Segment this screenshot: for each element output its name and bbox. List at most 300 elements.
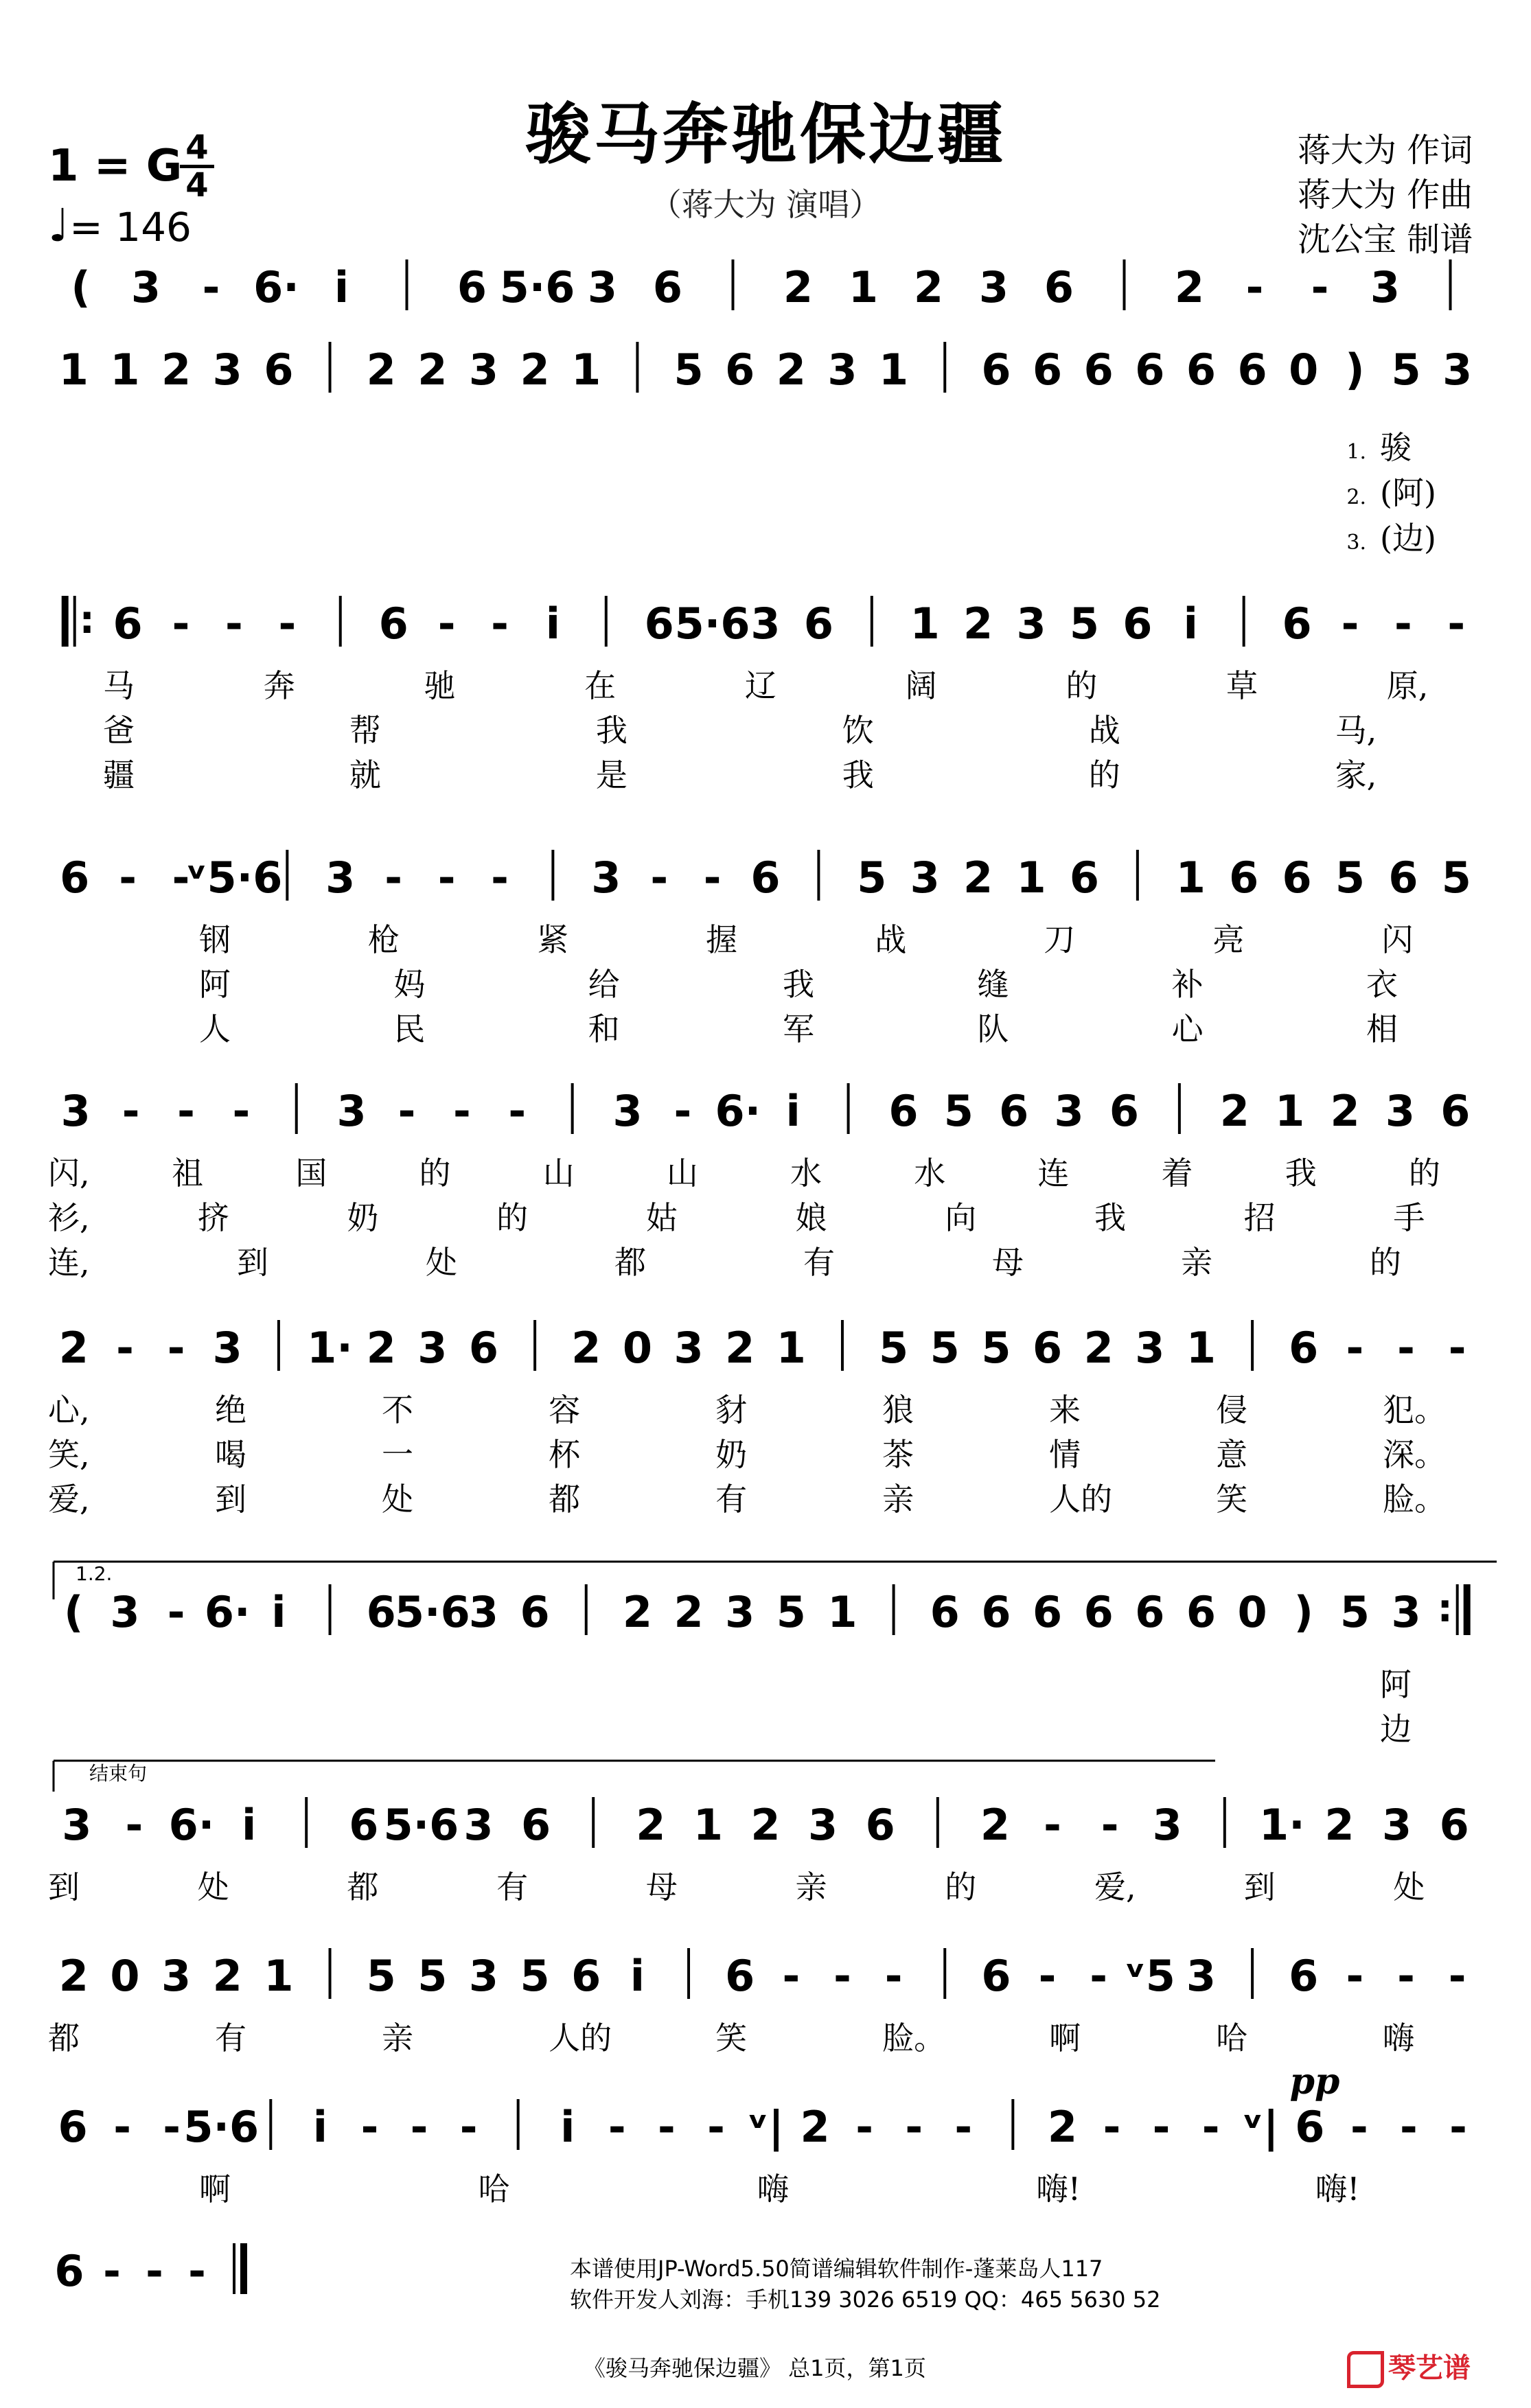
note: ᵛ5 [1124,1951,1175,2001]
note: 6 [58,2102,88,2152]
note: 0 [622,1323,652,1373]
lyric: 衫, [48,1199,90,1236]
note: 5 [1335,853,1366,903]
lyric: 爸 [103,712,135,749]
note: 5 [930,1323,960,1373]
note: 6 [264,345,294,395]
note: 6 [1388,853,1418,903]
note: 2 [674,1587,704,1637]
lyric: 在 [584,667,617,704]
note: - [384,853,403,903]
note: 6 [1282,599,1312,649]
note: 5·6 [499,262,575,312]
lyric: 山 [542,1155,575,1192]
lyric: 都 [614,1244,646,1281]
note: 6 [644,599,674,649]
note: 2 [980,1800,1010,1850]
note: - [177,1086,195,1136]
note: - [491,853,509,903]
note: 1 [571,345,601,395]
lyric: 脸。 [1383,1481,1447,1518]
note: 6 [1032,345,1063,395]
lyric: 妈 [393,966,426,1003]
note: 6 [1439,1800,1469,1850]
tempo-value: = 146 [69,204,192,251]
lyric: 补 [1171,966,1204,1003]
note: 2 [963,853,993,903]
software-credit: 本谱使用JP-Word5.50简谱编辑软件制作-蓬莱岛人117 [570,2256,1103,2282]
note: 0 [110,1951,140,2001]
note: - [1448,1951,1466,2001]
note: - [855,2102,874,2152]
note: i [560,2102,575,2152]
note: - [167,1323,185,1373]
lyric: 意 [1216,1436,1248,1473]
lyric: 国 [295,1155,327,1192]
lyric: 和 [588,1010,620,1047]
note: - [1448,1323,1466,1373]
note: 1 [58,345,89,395]
note: - [1038,1951,1057,2001]
note: 3 [212,345,242,395]
note: ) [1293,1587,1313,1637]
lyric: 绝 [215,1391,247,1428]
note: 2 [1047,2102,1077,2152]
lyric: 姑 [645,1199,678,1236]
note: - [508,1086,527,1136]
note: - [172,599,190,649]
lyric: 边 [1380,1711,1412,1748]
note: 3 [1135,1323,1165,1373]
note: 3 [468,345,499,395]
note: - [410,2102,428,2152]
note: 6 [981,345,1011,395]
lyric: 处 [197,1868,229,1906]
note: - [650,853,669,903]
note: ᵛ| [747,2102,784,2152]
note: 1 [879,345,909,395]
note: 6 [1295,2102,1325,2152]
note: - [103,2246,121,2296]
note: - [453,1086,471,1136]
note: 3 [468,1587,499,1637]
lyric: 战 [1088,712,1120,749]
note: 6 [468,1323,499,1373]
note: 3 [1442,345,1473,395]
note: - [225,599,243,649]
lyric: 挤 [197,1199,229,1236]
note: - [232,1086,251,1136]
note: 6 [1032,1323,1063,1373]
developer-credit: 软件开发人刘海：手机139 3026 6519 QQ：465 5630 52 [570,2287,1161,2313]
lyric: 阿 [1380,1666,1412,1703]
lyric: 是 [595,756,628,794]
note: 5 [1391,345,1421,395]
lyric: 的 [419,1155,451,1192]
note: 5 [879,1323,909,1373]
lyric: 深。 [1383,1436,1447,1473]
note: 3 [417,1323,448,1373]
note: 6· [204,1587,251,1637]
verse-number: 3. [1346,531,1366,555]
note: - [833,1951,851,2001]
note: 2 [58,1951,89,2001]
note: 3 [1152,1800,1182,1850]
lyric: 的 [496,1199,529,1236]
note: - [278,599,297,649]
lyric: 驰 [424,667,456,704]
note: 1 [1016,853,1046,903]
note: 5·6 [383,1800,459,1850]
lyric: 处 [426,1244,457,1281]
note: 2 [776,345,806,395]
lyric: 容 [549,1391,581,1428]
note: - [172,853,190,903]
note: 6 [888,1086,919,1136]
note: 6 [803,599,833,649]
note: 3 [674,1323,704,1373]
lyric: 不 [382,1391,414,1428]
note: 3 [60,1086,91,1136]
lyric: 我 [595,712,628,749]
note: 6 [1237,345,1267,395]
lyric: 我 [1094,1199,1126,1236]
lyric: 到 [237,1244,268,1281]
note: 6 [930,1587,960,1637]
note: 5·6 [183,2102,260,2152]
note: 6 [750,853,781,903]
note: i [1183,599,1198,649]
note: 6 [113,599,143,649]
note: 6 [1229,853,1259,903]
note: - [1346,1951,1364,2001]
page-footer: 《骏马奔驰保边疆》 总1页，第1页 [584,2355,926,2381]
note: 6 [1289,1951,1319,2001]
lyric: 奔 [263,667,295,704]
note: - [905,2102,923,2152]
lyric: 的 [1370,1244,1401,1281]
note: 6 [520,1587,550,1637]
note: 6 [1109,1086,1140,1136]
note: 6 [60,853,90,903]
note: 3 [463,1800,494,1850]
note: ᵛ| [1241,2102,1279,2152]
verse-start-lyric: 骏 [1380,429,1412,466]
note: 1 [693,1800,723,1850]
lyric: 都 [549,1481,581,1518]
note: 0 [1237,1587,1267,1637]
note: 2 [1083,1323,1114,1373]
lyric: 闪 [1381,921,1414,958]
arranger-credit: 沈公宝 制谱 [1298,220,1473,259]
note: - [122,1086,140,1136]
lyric: 闪, [48,1155,90,1192]
note: 3 [212,1323,242,1373]
lyric: 枪 [368,921,400,958]
lyric: 笑, [48,1436,90,1473]
note: 2 [366,345,396,395]
note: 6 [981,1951,1011,2001]
note: 3 [910,853,940,903]
note: 5 [366,1951,396,2001]
time-signature-top: 4 [185,128,209,167]
note: 1· [307,1323,353,1373]
lyric: 有 [715,1481,748,1518]
lyric: 山 [666,1155,698,1192]
note: 6 [981,1587,1011,1637]
note: - [113,2102,131,2152]
verse-start-lyric: (阿) [1380,474,1436,511]
note: - [1311,262,1329,312]
note: ( [71,262,91,312]
lyric: 母 [645,1868,678,1906]
repeat-dots: : [79,598,95,642]
note: - [1394,599,1412,649]
logo-icon [1347,2351,1384,2388]
note: 3 [130,262,161,312]
note: 1 [848,262,879,312]
note: 3 [1016,599,1046,649]
note: 6 [1069,853,1100,903]
lyric: 到 [215,1481,247,1518]
note: 5 [857,853,887,903]
lyric: 着 [1161,1155,1193,1192]
note: 5·6 [394,1587,470,1637]
note: 6 [1032,1587,1063,1637]
note: 2 [1330,1086,1360,1136]
note: 2 [963,599,993,649]
note: 2 [622,1587,652,1637]
lyric: 人 [199,1010,231,1047]
lyric: 犯。 [1383,1391,1447,1428]
lyric: 阔 [905,667,937,704]
lyric: 向 [945,1199,977,1236]
note: 6 [1282,853,1312,903]
note: 3 [808,1800,838,1850]
note: 6 [571,1951,601,2001]
note: - [437,853,456,903]
note: 6· [715,1086,761,1136]
note: - [1350,2102,1368,2152]
lyric: 阿 [199,966,231,1003]
note: - [167,1587,185,1637]
lyric: 的 [1066,667,1098,704]
note: - [1152,2102,1171,2152]
note: 2 [1324,1800,1355,1850]
note: 0 [1289,345,1319,395]
note: 3 [468,1951,499,2001]
note: 2 [212,1951,242,2001]
lyric: 家, [1335,756,1377,794]
lyric: 水 [790,1155,822,1192]
note: 2 [750,1800,781,1850]
note: - [1346,1323,1364,1373]
note: ) [1345,345,1365,395]
note: 6 [1135,1587,1165,1637]
note: 2 [417,345,448,395]
note: - [146,2246,163,2296]
note: 5 [981,1323,1011,1373]
note: - [188,2246,206,2296]
note: - [1044,1800,1061,1850]
note: 5 [674,345,704,395]
note: 1 [827,1587,857,1637]
note: 6 [521,1800,551,1850]
lyric: 民 [393,1010,426,1047]
lyric: 有 [215,2019,247,2057]
note: 2 [636,1800,666,1850]
lyric: 我 [783,966,814,1003]
lyric: 水 [914,1155,946,1192]
lyric: 啊 [1049,2019,1081,2057]
note: 2 [783,262,814,312]
note: 2 [1219,1086,1250,1136]
note: 5 [943,1086,974,1136]
note: i [271,1587,286,1637]
note: 2 [725,1323,755,1373]
lyric: 握 [706,921,738,958]
logo-text: 琴艺谱 [1388,2352,1471,2384]
time-signature-bottom: 4 [185,166,209,205]
note: 3 [591,853,621,903]
lyric: 狼 [882,1391,914,1428]
note: - [1400,2102,1418,2152]
lyric: 心 [1171,1010,1204,1047]
lyric: 的 [1088,756,1120,794]
note: i [630,1951,645,2001]
note: 3 [978,262,1009,312]
note: - [437,599,456,649]
lyric: 有 [496,1868,529,1906]
lyric: 亲 [882,1481,914,1518]
lyric: 我 [1285,1155,1317,1192]
lyric: 原, [1386,667,1429,704]
repeat-dots: : [1437,1586,1453,1631]
lyric: 侵 [1216,1391,1248,1428]
lyric: 母 [992,1244,1024,1281]
note: 6 [1083,345,1114,395]
note: - [459,2102,478,2152]
note: 5 [1069,599,1100,649]
note: 3 [110,1587,140,1637]
lyric: 到 [1243,1868,1276,1906]
lyric: 笑 [1216,1481,1248,1518]
note: 1 [1275,1086,1305,1136]
lyric: 草 [1226,667,1258,704]
lyric: 喝 [215,1436,247,1473]
note: - [707,2102,725,2152]
lyric: 亮 [1212,921,1245,958]
note: 3 [161,1951,192,2001]
note: 3 [1382,1800,1412,1850]
note: 3 [725,1587,755,1637]
lyric: 爱, [1094,1868,1136,1906]
lyric: 刀 [1044,921,1076,958]
note: ( [64,1587,84,1637]
note: 6 [457,262,487,312]
note: 6 [1186,1587,1217,1637]
note: - [163,2102,181,2152]
note: i [312,2102,328,2152]
lyric: 钢 [199,921,231,958]
note: - [1449,2102,1467,2152]
note: 2 [520,345,550,395]
lyric: 招 [1243,1199,1276,1236]
note: 3 [750,599,781,649]
quarter-note-icon: ♩ [48,199,70,252]
note: 2 [366,1323,396,1373]
lyric: 来 [1049,1391,1081,1428]
note: - [360,2102,379,2152]
note: i [785,1086,801,1136]
lyric: 有 [803,1244,835,1281]
composer-credit: 蒋大为 作曲 [1298,176,1473,214]
lyric: 马, [1335,712,1377,749]
note: - [202,262,220,312]
note: 3 [587,262,618,312]
lyric: 疆 [103,756,135,794]
note: - [608,2102,626,2152]
lyric: 亲 [382,2019,414,2057]
lyric: 都 [347,1868,379,1906]
lyric: 情 [1049,1436,1081,1473]
note: 1· [1259,1800,1305,1850]
lyric: 都 [48,2019,80,2057]
note: - [116,1323,134,1373]
ending-label: 结束句 [89,1762,148,1785]
note: 3 [62,1800,92,1850]
lyric: 脸。 [882,2019,946,2057]
note: 3 [1385,1086,1415,1136]
note: 1 [1175,853,1206,903]
note: 6 [865,1800,895,1850]
note: 6 [1289,1323,1319,1373]
lyric: 杯 [549,1436,581,1473]
note: - [1101,1800,1119,1850]
note: 5·6 [674,599,750,649]
verse-number: 2. [1346,485,1366,509]
note: 5 [417,1951,448,2001]
note: - [954,2102,973,2152]
lyricist-credit: 蒋大为 作词 [1298,131,1473,170]
lyric: 队 [977,1010,1009,1047]
note: 5 [1339,1587,1370,1637]
note: 3 [1186,1951,1217,2001]
volta-label: 1.2. [76,1562,113,1585]
key-signature: 1 = G [48,141,183,192]
lyric: 马 [103,667,135,704]
lyric: 人的 [1049,1481,1113,1518]
lyric: 娘 [795,1199,827,1236]
note: 3 [612,1086,643,1136]
note: 6 [725,345,755,395]
lyric: 缝 [977,966,1009,1003]
note: 3 [325,853,356,903]
note: 2 [913,262,944,312]
lyric: 茶 [882,1436,914,1473]
note: 6 [378,599,408,649]
lyric: 帮 [349,712,381,749]
lyric: 哈 [478,2170,510,2208]
lyric: 就 [349,756,381,794]
lyric: 处 [1393,1868,1425,1906]
page-title: 骏马奔驰保边疆 [525,95,1006,173]
note: 1 [1186,1323,1217,1373]
note: 3 [827,345,857,395]
lyric: 连, [48,1244,90,1281]
note: - [398,1086,416,1136]
lyric: 战 [875,921,907,958]
